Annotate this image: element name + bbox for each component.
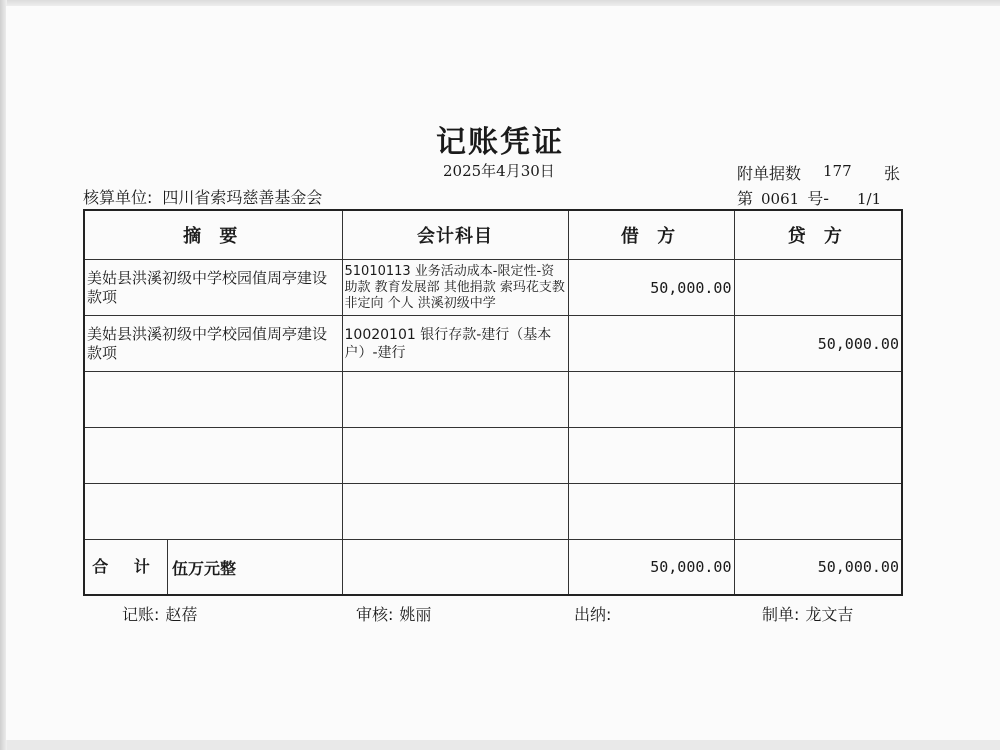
organization-name: 四川省索玛慈善基金会 [162, 188, 323, 207]
row-debit [568, 428, 734, 484]
voucher-number-prefix: 第 [737, 189, 754, 208]
row-summary: 美姑县洪溪初级中学校园值周亭建设款项 [84, 316, 342, 372]
total-credit: 50,000.00 [734, 540, 902, 596]
header-debit: 借 方 [568, 210, 734, 260]
cashier-label: 出纳: [574, 605, 612, 624]
row-credit [734, 372, 902, 428]
voucher-title: 记账凭证 [436, 125, 564, 160]
row-account [342, 428, 568, 484]
total-debit: 50,000.00 [568, 540, 734, 596]
reviewer-label: 审核: [356, 605, 394, 624]
row-account [342, 484, 568, 540]
total-cell [84, 540, 342, 596]
preparer-name: 龙文吉 [805, 605, 854, 624]
table-row [84, 316, 902, 372]
table-row [84, 428, 902, 484]
table-header-row [84, 210, 902, 260]
row-summary [84, 372, 342, 428]
row-credit [734, 260, 902, 316]
voucher-number [737, 186, 881, 209]
row-credit: 50,000.00 [734, 316, 902, 372]
voucher-date: 2025年4月30日 [443, 162, 555, 180]
signature-reviewer [356, 602, 431, 625]
total-row [84, 540, 902, 596]
voucher-number-suffix: 号- [807, 189, 829, 208]
row-debit [568, 372, 734, 428]
row-summary [84, 428, 342, 484]
total-amount-in-words: 伍万元整 [172, 558, 237, 578]
table-row [84, 484, 902, 540]
row-credit [734, 428, 902, 484]
bookkeeper-label: 记账: [122, 605, 160, 624]
row-account [342, 372, 568, 428]
row-debit [568, 316, 734, 372]
table-row [84, 260, 902, 316]
signature-preparer [762, 602, 853, 625]
row-credit [734, 484, 902, 540]
row-account: 10020101 银行存款-建行（基本户）-建行 [342, 316, 568, 372]
voucher-table [83, 209, 903, 596]
header-credit: 贷 方 [734, 210, 902, 260]
bookkeeper-name: 赵蓓 [165, 605, 198, 624]
total-label: 合 计 [85, 540, 168, 594]
preparer-label: 制单: [762, 605, 800, 624]
header-account: 会计科目 [342, 210, 568, 260]
row-summary [84, 484, 342, 540]
attachments-label: 附单据数 [737, 164, 802, 183]
header-summary: 摘 要 [84, 210, 342, 260]
organization [83, 185, 322, 208]
row-account: 51010113 业务活动成本-限定性-资助款 教育发展部 其他捐款 索玛花支教 非定向 个人 洪溪初级中学 [342, 260, 568, 316]
row-summary: 美姑县洪溪初级中学校园值周亭建设款项 [84, 260, 342, 316]
reviewer-name: 姚丽 [399, 605, 432, 624]
organization-label: 核算单位: [83, 188, 153, 207]
voucher-number-value: 0061 [761, 190, 800, 208]
attachments-unit: 张 [884, 164, 901, 183]
signature-cashier [574, 602, 617, 625]
row-debit: 50,000.00 [568, 260, 734, 316]
signature-bookkeeper [122, 602, 197, 625]
voucher-page: 1/1 [856, 190, 882, 208]
row-debit [568, 484, 734, 540]
table-row [84, 372, 902, 428]
total-account-empty [342, 540, 568, 596]
attachments-count: 177 [823, 162, 852, 180]
